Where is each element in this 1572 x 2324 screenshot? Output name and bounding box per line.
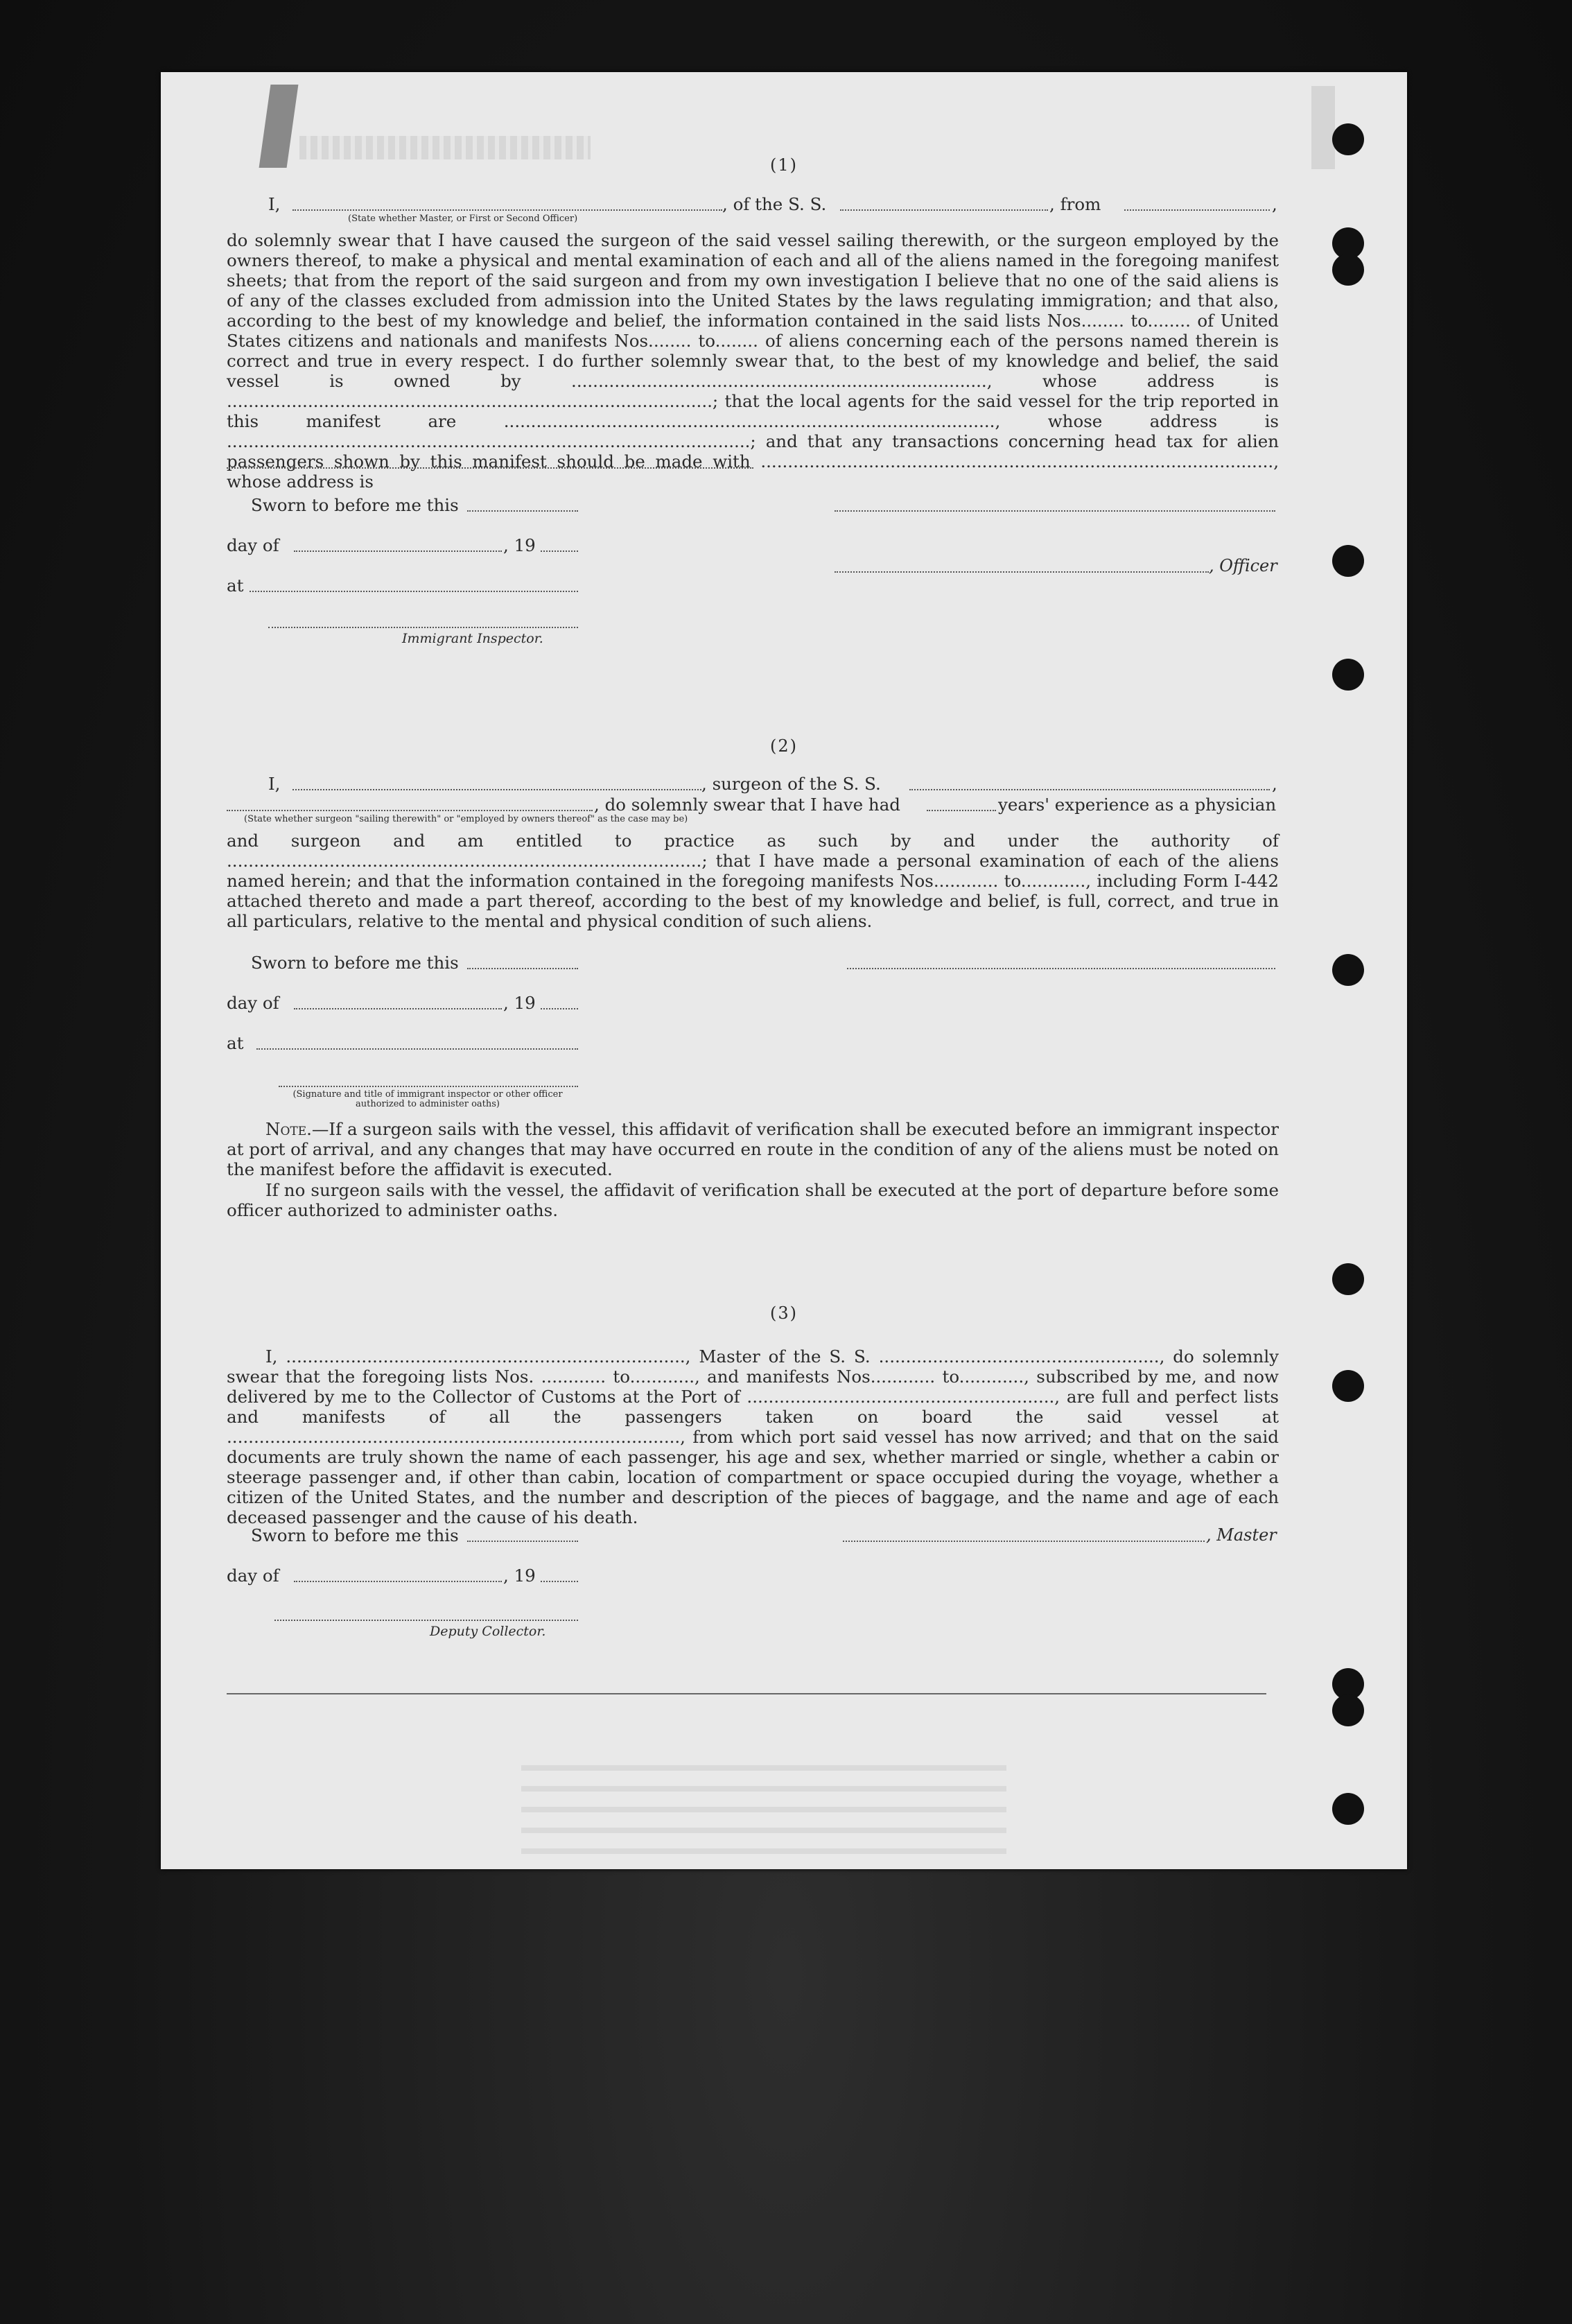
s1-from-field[interactable] <box>1124 209 1270 211</box>
binder-hole <box>1332 123 1364 155</box>
s1-address-field[interactable] <box>227 467 753 469</box>
s2-day-field[interactable] <box>294 1008 502 1009</box>
s2-day-of-label: day of <box>227 993 279 1013</box>
s2-vessel-field[interactable] <box>909 789 1270 790</box>
s2-sig-caption: (Signature and title of immigrant inspector or other officer authorized to administer oaths) <box>292 1089 563 1109</box>
s1-sworn-field[interactable] <box>467 510 578 512</box>
bleed-through-text <box>521 1750 1006 1854</box>
s2-at-label: at <box>227 1033 244 1053</box>
s1-inspector-field[interactable] <box>268 627 578 628</box>
s2-comma: , <box>1272 774 1277 794</box>
s2-note-1 <box>227 1119 1279 1179</box>
s3-day-of-label: day of <box>227 1566 279 1586</box>
binder-hole <box>1332 1668 1364 1700</box>
s1-body: do solemnly swear that I have caused the surgeon of the said vessel sailing therewith, or the surgeon employed by the owners thereof, to make a physical and mental examination of each and all of the aliens named in the foregoing manifest sheets; that from the report of the said surgeon and from my own investigation I believe that no one of the said aliens is of any of the classes excluded from admission into the United States by the laws regulating immigration; and that also, according to the best of my knowledge and belief, the information contained in the said lists Nos........ to........ of United States citizens and nationals and manifests Nos........ to........ of aliens concerning each of the persons named therein is correct and true in every respect. I do further solemnly swear that, to the best of my knowledge and belief, the said vessel is owned by ............................................................................., whose address is ..........................................................................................; that the local agents for the said vessel for the trip reported in this manifest are ..........................................................................................., whose address is .................................................................................................; and that any transactions concerning head tax for alien passengers shown by this manifest should be made with ..............................................................................................., whose address is <box>227 230 1279 492</box>
s1-day-of-label: day of <box>227 535 279 555</box>
s2-years-label: years' experience as a physician <box>998 795 1277 815</box>
s2-officer-field[interactable] <box>279 1086 578 1087</box>
s1-year-label: , 19 <box>503 535 536 555</box>
s2-body: and surgeon and am entitled to practice as such by and under the authority of ........................................................................................; that I have made a personal examination of each of the aliens named herein; and that the information contained in the foregoing manifests Nos............ to............, including Form I-442 attached thereto and made a part thereof, according to the best of my knowledge and belief, is full, correct, and true in all particulars, relative to the mental and physical condition of such aliens. <box>227 831 1279 931</box>
binder-hole <box>1332 954 1364 986</box>
s3-signature-field[interactable] <box>843 1541 1205 1542</box>
s2-name-field[interactable] <box>292 789 701 790</box>
s3-sworn-label: Sworn to before me this <box>251 1525 459 1545</box>
s1-of-ss-label: , of the S. S. <box>722 194 827 214</box>
s3-year-field[interactable] <box>541 1581 578 1582</box>
s2-note-1-text: —If a surgeon sails with the vessel, this affidavit of verification shall be executed before an immigrant inspector at port of arrival, and any changes that may have occurred en route in the condition of any of the aliens must be noted on the manifest before the affidavit is executed. <box>227 1119 1279 1179</box>
s1-name-field[interactable] <box>292 209 722 211</box>
s1-signature-field[interactable] <box>835 510 1275 512</box>
s1-year-field[interactable] <box>541 550 578 552</box>
section-1-number: (1) <box>770 155 798 175</box>
s1-inspector-label: Immigrant Inspector. <box>402 631 543 646</box>
s2-at-field[interactable] <box>256 1048 578 1050</box>
s1-at-label: at <box>227 575 244 596</box>
s1-at-field[interactable] <box>250 591 578 592</box>
s2-year-field[interactable] <box>541 1008 578 1009</box>
s1-i-label: I, <box>268 194 281 214</box>
binder-hole <box>1332 1793 1364 1825</box>
s1-caption: (State whether Master, or First or Second Officer) <box>348 214 578 224</box>
s3-body: I, .........................................................................., Master of the S. S. ...................................................., do solemnly swear that the foregoing lists Nos. ............ to............, and manifests Nos............ to............, subscribed by me, and now delivered by me to the Collector of Customs at the Port of ........................................................., are full and perfect lists and manifests of all the passengers taken on board the said vessel at ...................................................................................., from which port said vessel has now arrived; and that on the said documents are truly shown the name of each passenger, his age and sex, whether married or single, whether a cabin or steerage passenger and, if other than cabin, location of compartment or space occupied during the voyage, whether a citizen of the United States, and the number and description of the pieces of baggage, and the name and age of each deceased passenger and the cause of his death. <box>227 1346 1279 1527</box>
s2-year-label: , 19 <box>503 993 536 1013</box>
s2-swear-label: , do solemnly swear that I have had <box>594 795 900 815</box>
binder-hole <box>1332 1370 1364 1402</box>
s1-vessel-field[interactable] <box>840 209 1048 211</box>
s2-i-label: I, <box>268 774 281 794</box>
s2-note-label: Note. <box>265 1119 312 1139</box>
binder-hole <box>1332 227 1364 259</box>
bottom-rule <box>227 1693 1266 1694</box>
s1-day-field[interactable] <box>294 550 502 552</box>
s2-note-2: If no surgeon sails with the vessel, the affidavit of verification shall be executed at the port of departure before some officer authorized to administer oaths. <box>227 1180 1279 1220</box>
s2-sworn-label: Sworn to before me this <box>251 953 459 973</box>
s1-comma: , <box>1272 194 1277 214</box>
section-3-number: (3) <box>770 1303 798 1323</box>
s2-surgeon-label: , surgeon of the S. S. <box>701 774 881 794</box>
s3-day-field[interactable] <box>294 1581 502 1582</box>
s1-officer-field[interactable] <box>835 571 1209 573</box>
s1-from-label: , from <box>1049 194 1101 214</box>
s3-master-label: , Master <box>1206 1525 1277 1545</box>
s2-sworn-field[interactable] <box>467 968 578 969</box>
binder-hole <box>1332 1263 1364 1295</box>
s3-collector-label: Deputy Collector. <box>430 1624 546 1639</box>
binder-hole <box>1332 545 1364 577</box>
section-2-number: (2) <box>770 736 798 756</box>
s1-sworn-label: Sworn to before me this <box>251 495 459 515</box>
s3-year-label: , 19 <box>503 1566 536 1586</box>
s2-caption: (State whether surgeon "sailing therewith" or "employed by owners thereof" as the case may be) <box>244 814 688 824</box>
binder-hole <box>1332 659 1364 691</box>
s3-sworn-field[interactable] <box>467 1541 578 1542</box>
s2-capacity-field[interactable] <box>227 810 593 811</box>
s2-years-field[interactable] <box>927 810 996 811</box>
s2-signature-field[interactable] <box>847 968 1275 969</box>
s3-collector-field[interactable] <box>274 1620 578 1621</box>
s1-officer-label: , Officer <box>1209 556 1277 575</box>
manifest-affidavit-page <box>161 72 1407 1869</box>
